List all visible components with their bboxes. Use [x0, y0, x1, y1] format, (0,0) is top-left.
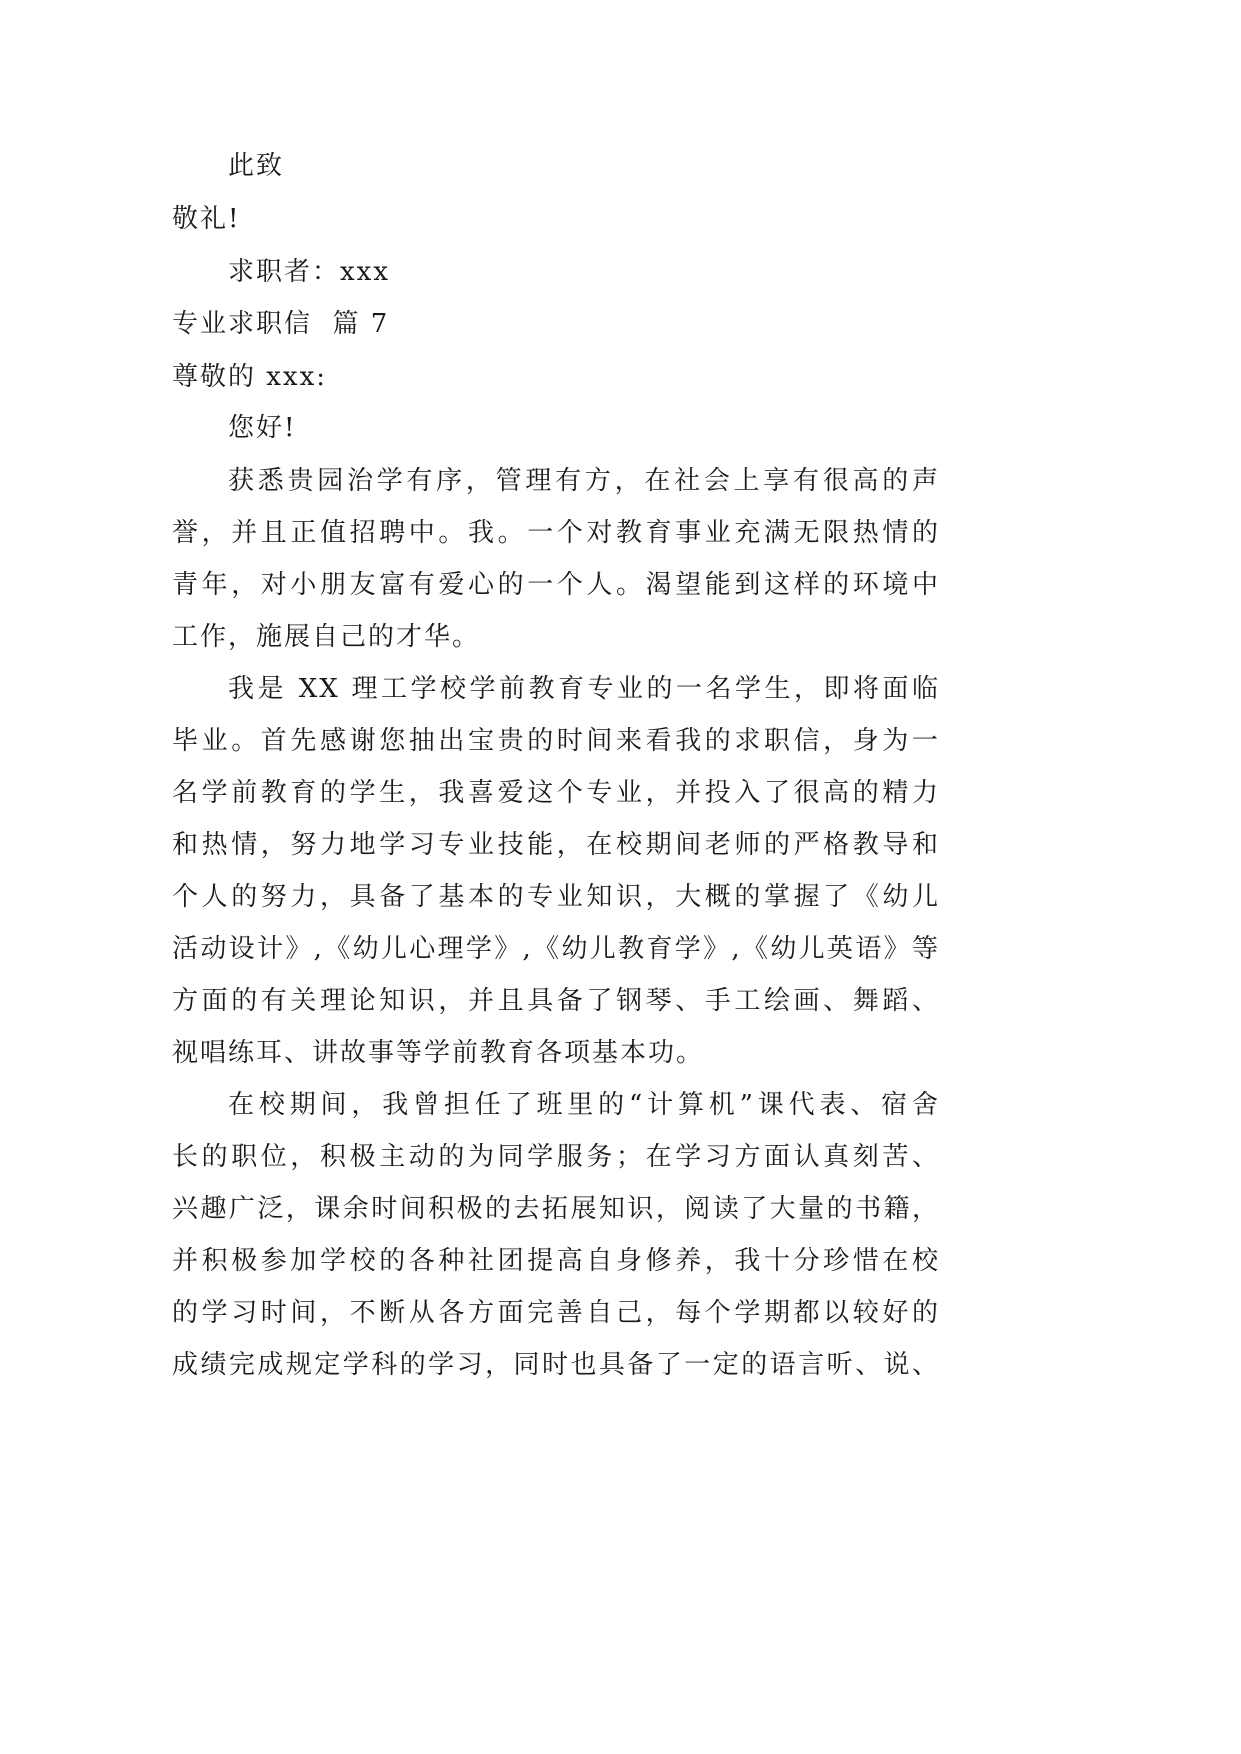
paragraph-1-line: 誉，并且正值招聘中。我。一个对教育事业充满无限热情的	[172, 518, 940, 548]
paragraph-2-line: 视唱练耳、讲故事等学前教育各项基本功。	[172, 1038, 705, 1068]
paragraph-2-line: 和热情，努力地学习专业技能，在校期间老师的严格教导和	[172, 830, 940, 860]
paragraph-3-line: 在校期间，我曾担任了班里的“计算机”课代表、宿舍	[228, 1090, 940, 1120]
signature: 求职者：xxx	[228, 257, 390, 287]
paragraph-2-line: 我是 XX 理工学校学前教育专业的一名学生，即将面临	[228, 674, 940, 704]
addressee: 尊敬的 xxx:	[172, 362, 328, 392]
paragraph-2-line: 方面的有关理论知识，并且具备了钢琴、手工绘画、舞蹈、	[172, 986, 940, 1016]
paragraph-3-line: 长的职位，积极主动的为同学服务；在学习方面认真刻苦、	[172, 1142, 940, 1172]
paragraph-1-line: 工作，施展自己的才华。	[172, 622, 481, 652]
paragraph-2-line: 个人的努力，具备了基本的专业知识，大概的掌握了《幼儿	[172, 882, 940, 912]
paragraph-2-line: 名学前教育的学生，我喜爱这个专业，并投入了很高的精力	[172, 778, 940, 808]
paragraph-1-line: 获悉贵园治学有序，管理有方，在社会上享有很高的声	[228, 466, 940, 496]
paragraph-2-line: 活动设计》,《幼儿心理学》,《幼儿教育学》,《幼儿英语》等	[172, 934, 940, 964]
paragraph-3-line: 成绩完成规定学科的学习，同时也具备了一定的语言听、说、	[172, 1350, 940, 1380]
paragraph-1-line: 青年，对小朋友富有爱心的一个人。渴望能到这样的环境中	[172, 570, 940, 600]
paragraph-2-line: 毕业。首先感谢您抽出宝贵的时间来看我的求职信，身为一	[172, 726, 940, 756]
closing-salute: 此致	[228, 151, 285, 181]
paragraph-3-line: 的学习时间，不断从各方面完善自己，每个学期都以较好的	[172, 1298, 940, 1328]
closing-regards: 敬礼!	[172, 204, 241, 234]
section-title: 专业求职信 篇 7	[172, 309, 390, 339]
greeting: 您好!	[228, 413, 297, 443]
paragraph-3-line: 兴趣广泛，课余时间积极的去拓展知识，阅读了大量的书籍，	[172, 1194, 940, 1224]
paragraph-3-line: 并积极参加学校的各种社团提高自身修养，我十分珍惜在校	[172, 1246, 940, 1276]
